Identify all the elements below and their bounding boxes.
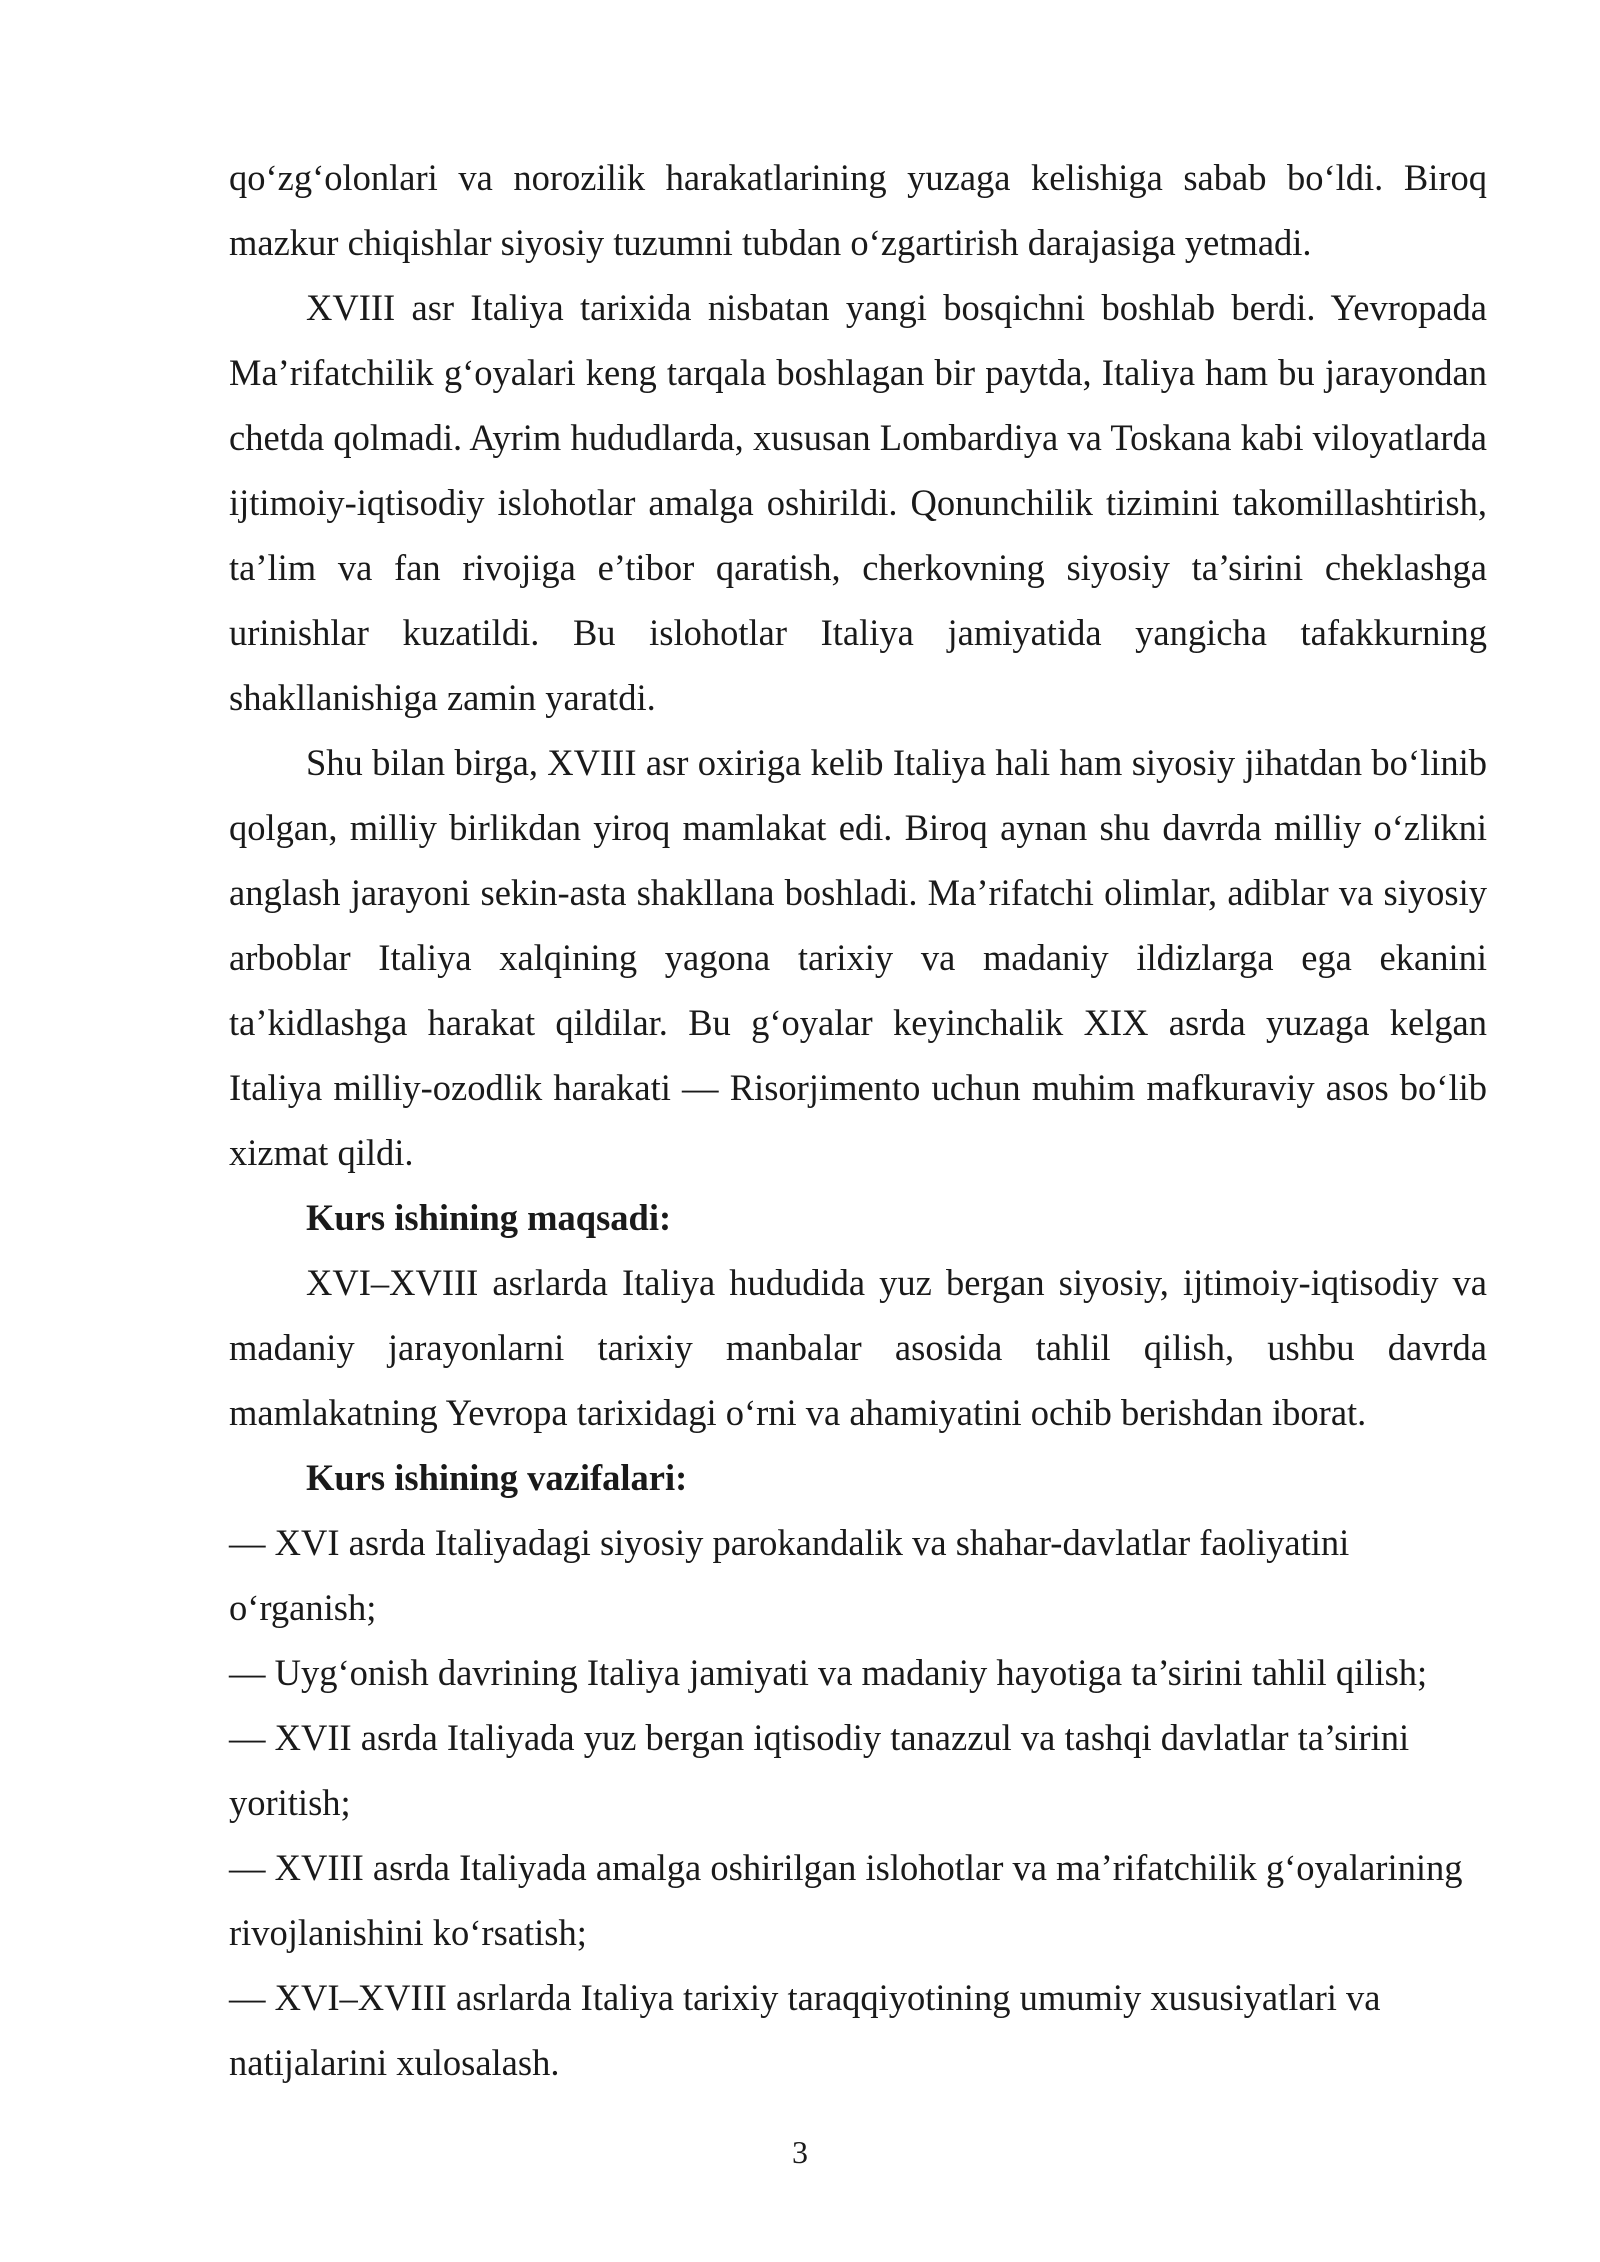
task-item: — XVIII asrda Italiyada amalga oshirilgan islohotlar va ma’rifatchilik g‘oyalarining rivojlanishini ko‘rsatish; [229, 1847, 1463, 1953]
paragraph-national-identity: Shu bilan birga, XVIII asr oxiriga kelib Italiya hali ham siyosiy jihatdan bo‘linib qolgan, milliy birlikdan yiroq mamlakat edi. Biroq aynan shu davrda milliy o‘zlikni anglash jarayoni sekin-asta shakllana boshladi. Ma’rifatchi olimlar, adiblar va siyosiy arboblar Italiya xalqining yagona tarixiy va madaniy ildizlarga ega ekanini ta’kidlashga harakat qildilar. Bu g‘oyalar keyinchalik XIX asrda yuzaga kelgan Italiya milliy-ozodlik harakati — Risorjimento uchun muhim mafkuraviy asos bo‘lib xizmat qildi. [229, 742, 1487, 1173]
task-item: — Uyg‘onish davrining Italiya jamiyati va madaniy hayotiga ta’sirini tahlil qilish; [229, 1652, 1428, 1693]
task-item: — XVI asrda Italiyadagi siyosiy parokandalik va shahar-davlatlar faoliyatini o‘rganish; [229, 1522, 1350, 1628]
paragraph-continuation: qo‘zg‘olonlari va norozilik harakatlarining yuzaga kelishiga sabab bo‘ldi. Biroq mazkur chiqishlar siyosiy tuzumni tubdan o‘zgartirish darajasiga yetmadi. [229, 157, 1487, 263]
page-number: 3 [792, 2134, 808, 2170]
page-body [229, 145, 1487, 2095]
goal-heading: Kurs ishining maqsadi: [306, 1197, 672, 1238]
tasks-list [229, 1510, 1487, 2095]
task-item: — XVI–XVIII asrlarda Italiya tarixiy taraqqiyotining umumiy xususiyatlari va natijalarini xulosalash. [229, 1977, 1381, 2083]
paragraph-enlightenment: XVIII asr Italiya tarixida nisbatan yangi bosqichni boshlab berdi. Yevropada Ma’rifatchilik g‘oyalari keng tarqala boshlagan bir paytda, Italiya ham bu jarayondan chetda qolmadi. Ayrim hududlarda, xususan Lombardiya va Toskana kabi viloyatlarda ijtimoiy-iqtisodiy islohotlar amalga oshirildi. Qonunchilik tizimini takomillashtirish, ta’lim va fan rivojiga e’tibor qaratish, cherkovning siyosiy ta’sirini cheklashga urinishlar kuzatildi. Bu islohotlar Italiya jamiyatida yangicha tafakkurning shakllanishiga zamin yaratdi. [229, 287, 1487, 718]
tasks-heading: Kurs ishining vazifalari: [306, 1457, 688, 1498]
task-item: — XVII asrda Italiyada yuz bergan iqtisodiy tanazzul va tashqi davlatlar ta’sirini yoritish; [229, 1717, 1410, 1823]
goal-text: XVI–XVIII asrlarda Italiya hududida yuz bergan siyosiy, ijtimoiy-iqtisodiy va madaniy jarayonlarni tarixiy manbalar asosida tahlil qilish, ushbu davrda mamlakatning Yevropa tarixidagi o‘rni va ahamiyatini ochib berishdan iborat. [229, 1262, 1487, 1433]
